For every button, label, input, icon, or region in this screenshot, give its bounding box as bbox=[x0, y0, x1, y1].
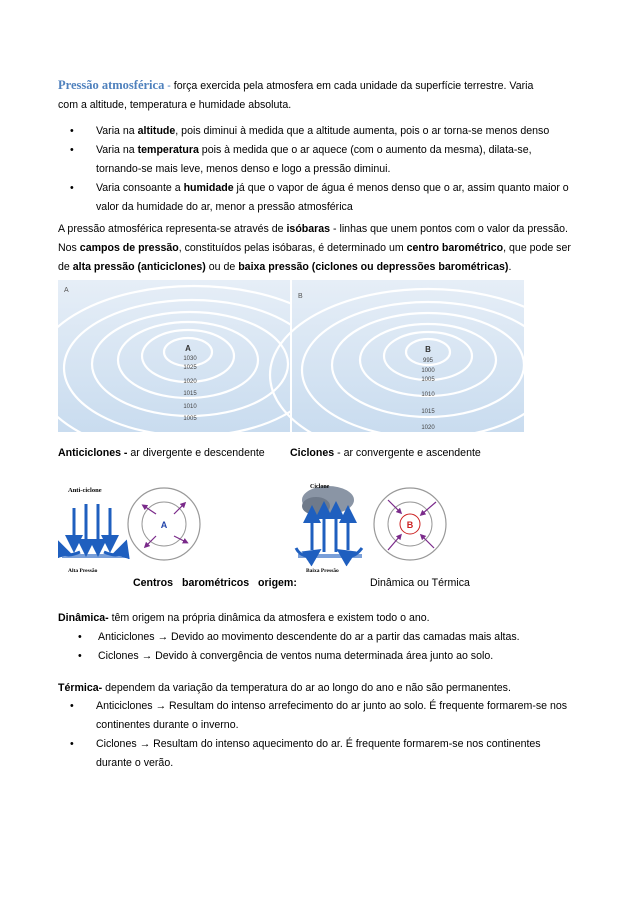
right-arrow-icon: → bbox=[139, 738, 151, 750]
item-name: Ciclones bbox=[96, 738, 137, 750]
bullet-icon: • bbox=[70, 125, 74, 137]
isobar-label: 1005 bbox=[183, 416, 197, 422]
bullet-icon: • bbox=[70, 182, 74, 194]
isobar-label: 995 bbox=[422, 358, 434, 364]
item-name: Ciclones bbox=[98, 650, 139, 662]
anticyclone-term: Anticiclones - bbox=[58, 447, 128, 459]
para-text: de bbox=[58, 261, 73, 273]
isobar-label: 1010 bbox=[421, 392, 435, 398]
map-a-label: A bbox=[64, 287, 69, 294]
anticyclone-bottom-label: Alta Pressão bbox=[68, 568, 98, 574]
item-text: Resultam do intenso arrefecimento do ar junto ao solo. É frequente formarem-se nos bbox=[166, 700, 568, 712]
para-text: - linhas que unem pontos com o valor da pressão. bbox=[330, 223, 568, 235]
intro-paragraph bbox=[58, 76, 578, 115]
isobar-label: 1020 bbox=[421, 425, 435, 431]
bullet-icon: • bbox=[70, 738, 74, 750]
termica-text: dependem da variação da temperatura do ar ao longo do ano e não são permanentes. bbox=[102, 682, 511, 694]
item-text: durante o verão. bbox=[96, 757, 174, 769]
cyclone-text: - ar convergente e ascendente bbox=[334, 447, 481, 459]
item-text: Resultam do intenso aquecimento do ar. É frequente formarem-se nos continentes bbox=[150, 738, 541, 750]
bullet-text: já que o vapor de água é menos denso que o ar, assim quanto maior o bbox=[233, 182, 569, 194]
cyclone-term: Ciclones bbox=[290, 447, 335, 459]
intro-text-2: com a altitude, temperatura e humidade absoluta. bbox=[58, 99, 292, 111]
cyclone-side-diagram bbox=[296, 484, 362, 574]
section-title: Pressão atmosférica bbox=[58, 78, 165, 92]
term-baixa: baixa pressão (ciclones ou depressões barométricas) bbox=[238, 261, 509, 273]
isobar-label: 1025 bbox=[183, 365, 197, 371]
anticyclone-center: A bbox=[160, 520, 168, 530]
bullet-text: pois à medida que o ar aquece (com o aumento da mesma), dilata-se, bbox=[198, 144, 532, 156]
isobar-label: 1000 bbox=[421, 368, 435, 374]
termica-term: Térmica- bbox=[58, 682, 103, 694]
isobar-label: 1015 bbox=[183, 391, 197, 397]
isobar-map-b bbox=[270, 280, 524, 432]
centros-label: Centros barométricos origem: bbox=[133, 577, 297, 589]
bullet-icon: • bbox=[78, 650, 82, 662]
bullet-bold: altitude bbox=[137, 125, 176, 137]
termica-heading bbox=[58, 679, 618, 698]
para-text: , constituídos pelas isóbaras, é determinado um bbox=[178, 242, 407, 254]
para-text: , que pode ser bbox=[503, 242, 571, 254]
isobar-paragraph bbox=[58, 220, 578, 277]
term-centro: centro barométrico bbox=[406, 242, 504, 254]
isobar-label: 1010 bbox=[183, 404, 197, 410]
para-text: A pressão atmosférica representa-se através de bbox=[58, 223, 287, 235]
item-text: Devido ao movimento descendente do ar a partir das camadas mais altas. bbox=[168, 631, 520, 643]
isobar-label: 1015 bbox=[421, 409, 435, 415]
bullet-icon: • bbox=[70, 144, 74, 156]
map-b-center: B bbox=[425, 345, 431, 354]
bullet-text: , pois diminui à medida que a altitude aumenta, pois o ar torna-se menos denso bbox=[175, 125, 550, 137]
anticyclone-diagram-label: Anti-ciclone bbox=[68, 487, 102, 494]
cyclone-diagram-label: Ciclone bbox=[310, 484, 330, 490]
dinamica-text: têm origem na própria dinâmica da atmosfera e existem todo o ano. bbox=[108, 612, 430, 624]
term-isobaras: isóbaras bbox=[286, 223, 331, 235]
map-a-center: A bbox=[185, 344, 191, 353]
anticyclone-side-diagram bbox=[60, 487, 126, 574]
cyclone-line bbox=[290, 444, 590, 463]
bullet-bold: humidade bbox=[183, 182, 234, 194]
centros-value: Dinâmica ou Térmica bbox=[370, 577, 470, 589]
title-separator: - bbox=[164, 80, 174, 92]
bullet-text: tornando-se mais leve, menos denso e logo a pressão diminui. bbox=[96, 163, 391, 175]
intro-text-1: força exercida pela atmosfera em cada unidade da superfície terrestre. Varia bbox=[173, 80, 534, 92]
item-name: Anticiclones bbox=[96, 700, 153, 712]
cyclone-bottom-label: Baixa Pressão bbox=[306, 568, 339, 574]
para-text: ou de bbox=[205, 261, 239, 273]
dinamica-heading bbox=[58, 609, 618, 628]
cyclone-top-diagram bbox=[374, 488, 446, 560]
isobar-label: 1005 bbox=[421, 377, 435, 383]
map-b-label: B bbox=[298, 293, 303, 300]
right-arrow-icon: → bbox=[157, 631, 169, 643]
anticyclone-text: ar divergente e descendente bbox=[127, 447, 265, 459]
right-arrow-icon: → bbox=[155, 700, 167, 712]
anticyclone-top-diagram bbox=[128, 488, 200, 560]
isobar-label: 1020 bbox=[183, 379, 197, 385]
isobar-maps-figure bbox=[58, 280, 524, 432]
para-text: Nos bbox=[58, 242, 80, 254]
bullet-icon: • bbox=[78, 631, 82, 643]
bullet-icon: • bbox=[70, 700, 74, 712]
bullet-text: Varia na bbox=[96, 125, 138, 137]
para-text: . bbox=[508, 261, 512, 273]
term-campos: campos de pressão bbox=[79, 242, 179, 254]
item-text: Devido à convergência de ventos numa determinada área junto ao solo. bbox=[152, 650, 494, 662]
cyclone-center: B bbox=[406, 520, 414, 530]
bullet-text: Varia consoante a bbox=[96, 182, 184, 194]
bullet-bold: temperatura bbox=[137, 144, 199, 156]
right-arrow-icon: → bbox=[141, 650, 153, 662]
term-alta: alta pressão (anticiclones) bbox=[72, 261, 206, 273]
bullet-text: Varia na bbox=[96, 144, 138, 156]
dinamica-term: Dinâmica- bbox=[58, 612, 109, 624]
pressure-diagrams bbox=[58, 478, 478, 574]
item-text: continentes durante o inverno. bbox=[96, 719, 239, 731]
item-name: Anticiclones bbox=[98, 631, 155, 643]
isobar-label: 1030 bbox=[183, 356, 197, 362]
bullet-text: valor da humidade do ar, menor a pressão atmosférica bbox=[96, 201, 353, 213]
